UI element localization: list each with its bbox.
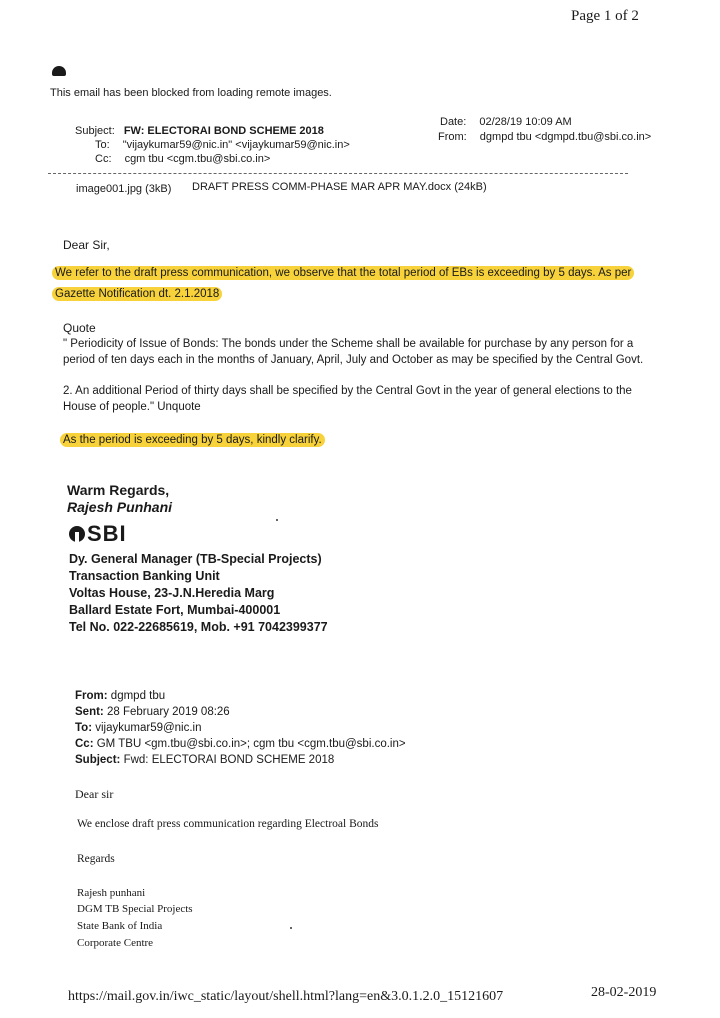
fwd-cc-row (75, 736, 406, 752)
sbi-logo (69, 521, 127, 547)
fwd-cc-value: GM TBU <gm.tbu@sbi.co.in>; cgm tbu <cgm.tbu@sbi.co.in> (96, 738, 406, 750)
highlight-text-1: We refer to the draft press communication, we observe that the total period of EBs is exceeding by 5 days. As per (52, 266, 634, 280)
signature-address-2: Ballard Estate Fort, Mumbai-400001 (69, 603, 281, 617)
fwd-sig-title: DGM TB Special Projects (77, 903, 193, 915)
attachment-image[interactable]: image001.jpg (3kB) (76, 183, 172, 195)
quote-paragraph-2-line-2: House of people." Unquote (63, 401, 201, 413)
fwd-subject-label: Subject: (75, 754, 121, 766)
footer-date: 28-02-2019 (591, 985, 657, 1000)
blocked-images-notice: This email has been blocked from loading remote images. (50, 87, 332, 99)
to-row (95, 139, 350, 151)
cc-row (95, 153, 270, 165)
from-label: From: (438, 131, 467, 143)
signature-regards: Warm Regards, (67, 482, 170, 498)
subject-value: FW: ELECTORAI BOND SCHEME 2018 (123, 125, 324, 137)
fwd-sent-label: Sent: (75, 706, 104, 718)
fwd-from-label: From: (75, 690, 108, 702)
date-label: Date: (440, 116, 467, 128)
highlight-text-2: Gazette Notification dt. 2.1.2018 (52, 287, 222, 301)
sbi-logo-text: SBI (87, 521, 127, 546)
fwd-sig-org: State Bank of India (77, 920, 163, 932)
speck (290, 927, 292, 929)
fwd-message: We enclose draft press communication regarding Electroal Bonds (77, 818, 379, 830)
date-row (440, 116, 572, 128)
signature-title: Dy. General Manager (TB-Special Projects) (69, 552, 322, 566)
fwd-regards: Regards (77, 853, 115, 865)
fwd-sent-row (75, 704, 230, 720)
attachment-docx[interactable]: DRAFT PRESS COMM-PHASE MAR APR MAY.docx (24kB) (192, 181, 487, 193)
greeting: Dear Sir, (63, 238, 110, 252)
fwd-from-row (75, 688, 165, 704)
from-row (438, 131, 651, 143)
fwd-cc-label: Cc: (75, 738, 94, 750)
quote-paragraph-1-line-2: period of ten days each in the months of January, April, July and October as may be specified by the Central Govt. (63, 354, 644, 366)
quote-label: Quote (63, 321, 96, 335)
signature-address-1: Voltas House, 23-J.N.Heredia Marg (69, 586, 275, 600)
fwd-greeting: Dear sir (75, 787, 114, 801)
header-divider (48, 173, 628, 174)
quote-paragraph-1-line-1: " Periodicity of Issue of Bonds: The bonds under the Scheme shall be available for purchase by any person for a (63, 338, 634, 350)
subject-row (75, 125, 324, 137)
footer-url[interactable]: https://mail.gov.in/iwc_static/layout/shell.html?lang=en&3.0.1.2.0_15121607 (68, 989, 504, 1004)
highlighted-line-3 (60, 432, 325, 449)
subject-label: Subject: (75, 125, 115, 137)
fwd-subject-value: Fwd: ELECTORAI BOND SCHEME 2018 (123, 754, 335, 766)
signature-phone: Tel No. 022-22685619, Mob. +91 7042399377 (69, 620, 328, 634)
highlight-text-3: As the period is exceeding by 5 days, kindly clarify. (60, 433, 325, 447)
date-value: 02/28/19 10:09 AM (479, 116, 572, 128)
fwd-from-value: dgmpd tbu (110, 690, 166, 702)
speck (276, 519, 278, 521)
quote-paragraph-2-line-1: 2. An additional Period of thirty days shall be specified by the Central Govt in the year of general elections to the (63, 385, 632, 397)
cc-label: Cc: (95, 153, 112, 165)
cc-value: cgm tbu <cgm.tbu@sbi.co.in> (124, 153, 271, 165)
highlighted-line-1 (52, 265, 634, 282)
to-label: To: (95, 139, 110, 151)
fwd-subject-row (75, 752, 334, 768)
signature-unit: Transaction Banking Unit (69, 569, 220, 583)
fwd-sig-name: Rajesh punhani (77, 887, 146, 899)
fwd-to-row (75, 720, 202, 736)
to-value: "vijaykumar59@nic.in" <vijaykumar59@nic.in> (122, 139, 350, 151)
signature-name: Rajesh Punhani (67, 499, 173, 515)
fwd-to-label: To: (75, 722, 93, 734)
fwd-sig-dept: Corporate Centre (77, 937, 154, 949)
from-value: dgmpd tbu <dgmpd.tbu@sbi.co.in> (479, 131, 652, 143)
fwd-sent-value: 28 February 2019 08:26 (106, 706, 230, 718)
sbi-logo-icon (69, 526, 85, 542)
page-number: Page 1 of 2 (571, 8, 639, 24)
fwd-to-value: vijaykumar59@nic.in (95, 722, 202, 734)
blocked-images-icon (52, 66, 66, 76)
highlighted-line-2 (52, 286, 222, 303)
